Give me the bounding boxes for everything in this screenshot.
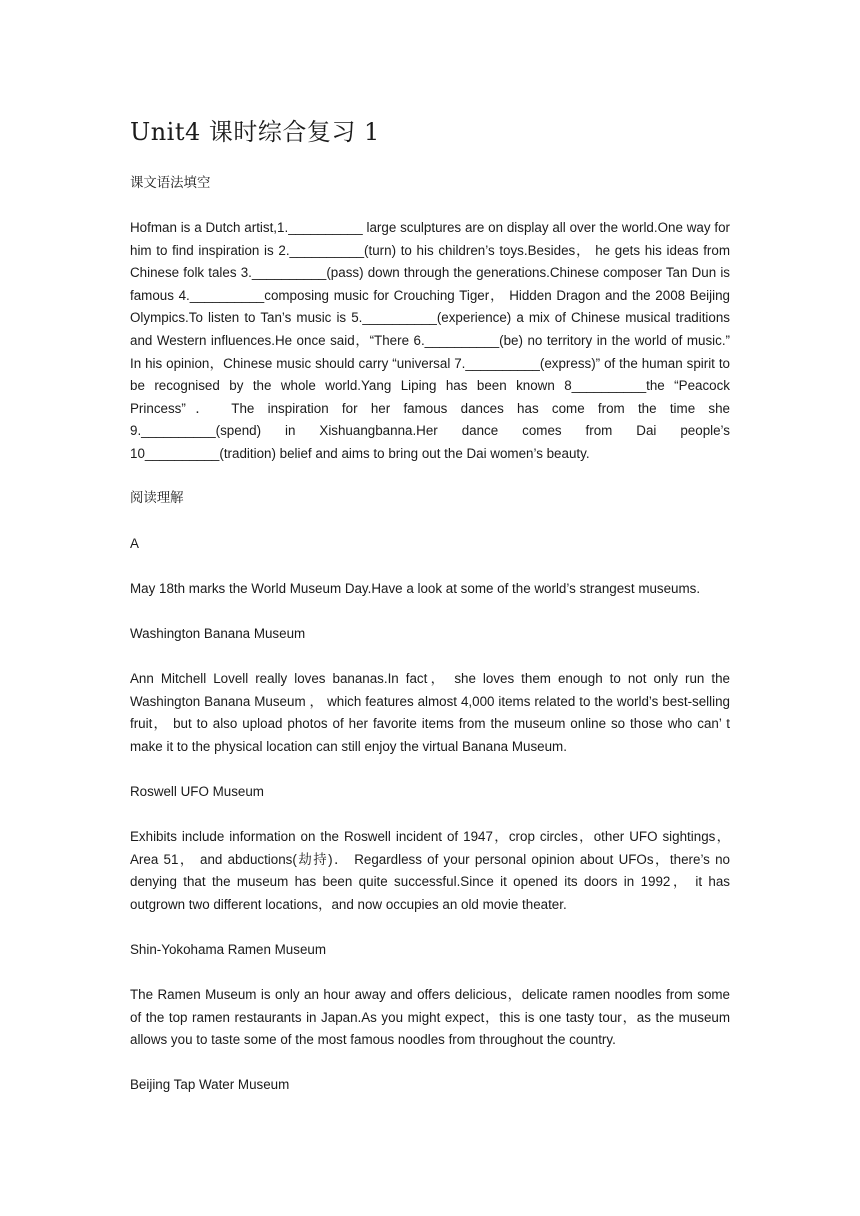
section-heading-grammar-fill: 课文语法填空	[130, 175, 211, 190]
part-label: A	[130, 536, 139, 551]
museum-heading: Shin-Yokohama Ramen Museum	[130, 942, 327, 957]
grammar-fill-passage: Hofman is a Dutch artist,1.__________ large sculptures are on display all over the world.One way for him to find inspiration is 2.__________(turn) to his children’s toys.Besides， he gets his ideas from Chinese folk tales 3.__________(pass) down through the generations.Chinese composer Tan Dun is famous 4.__________composing music for Crouching Tiger， Hidden Dragon and the 2008 Beijing Olympics.To listen to Tan’s music is 5.__________(experience) a mix of Chinese musical traditions and Western influences.He once said，“There 6.__________(be) no territory in the world of music.” In his opinion，Chinese music should carry “universal 7.__________(express)” of the human spirit to be recognised by the whole world.Yang Liping has been known 8__________the “Peacock Princess”． The inspiration for her famous dances has come from the time she 9.__________(spend) in Xishuangbanna.Her dance comes from Dai people’s 10__________(tradition) belief and aims to bring out the Dai women’s beauty.	[130, 220, 730, 461]
museum-heading: Beijing Tap Water Museum	[130, 1077, 290, 1092]
museum-description: Ann Mitchell Lovell really loves bananas.In fact， she loves them enough to not only run the Washington Banana Museum ， which features almost 4,000 items related to the world’s best-selling fruit， but to also upload photos of her favorite items from the museum online so those who can’ t make it to the physical location can still enjoy the virtual Banana Museum.	[130, 671, 730, 754]
museum-heading: Roswell UFO Museum	[130, 784, 264, 799]
museum-description: The Ramen Museum is only an hour away and offers delicious，delicate ramen noodles from some of the top ramen restaurants in Japan.As you might expect，this is one tasty tour，as the museum allows you to taste some of the most famous noodles from throughout the country.	[130, 987, 730, 1048]
section-heading-reading: 阅读理解	[130, 490, 184, 505]
museum-description: Exhibits include information on the Roswell incident of 1947，crop circles，other UFO sightings，Area 51， and abductions(劫持)． Regardless of your personal opinion about UFOs，there’s no denying that the museum has been quite successful.Since it opened its doors in 1992， it has outgrown two different locations，and now occupies an old movie theater.	[130, 829, 730, 912]
museum-heading: Washington Banana Museum	[130, 626, 306, 641]
reading-intro: May 18th marks the World Museum Day.Have a look at some of the world’s strangest museums.	[130, 581, 701, 596]
document-title: Unit4 课时综合复习 1	[130, 118, 380, 146]
